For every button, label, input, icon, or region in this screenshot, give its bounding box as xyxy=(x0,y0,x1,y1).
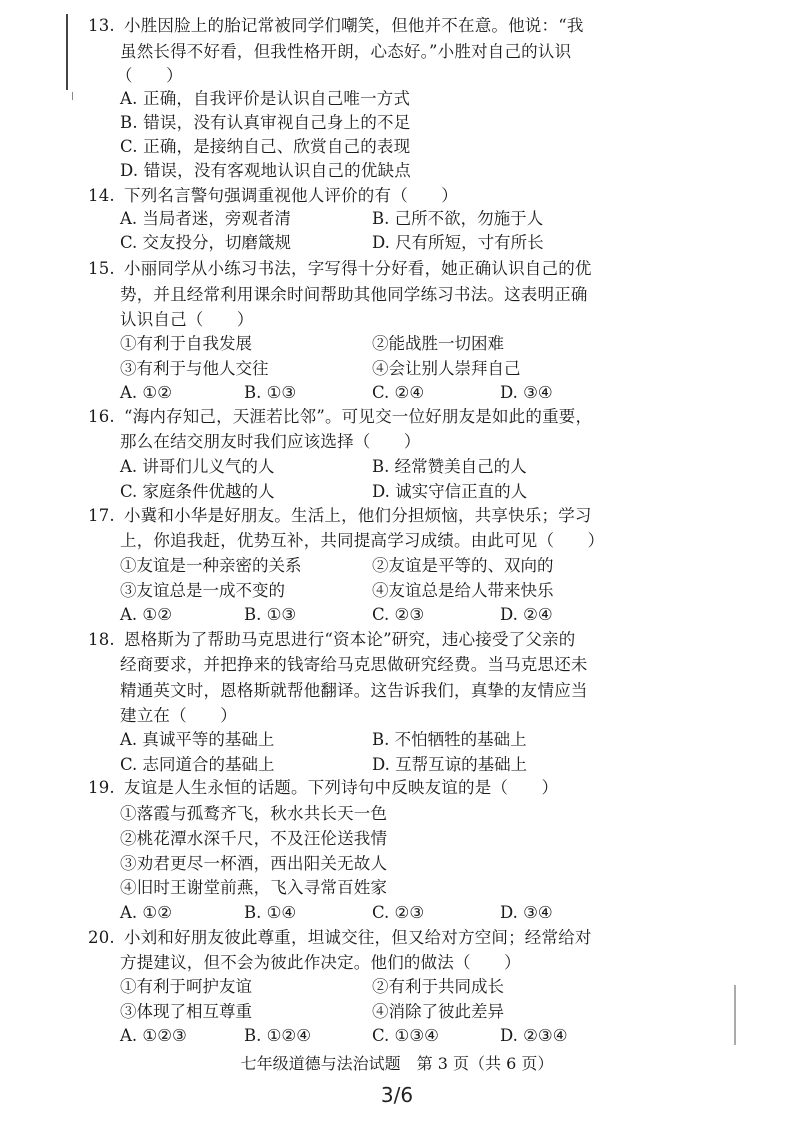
statement-4: ④消除了彼此差异 xyxy=(372,1002,504,1021)
statement-2: ②能战胜一切困难 xyxy=(372,334,504,353)
page-footer: 七年级道德与法治试题 第 3 页（共 6 页） xyxy=(240,1054,554,1073)
statement-3: ③体现了相互尊重 xyxy=(120,1002,252,1021)
statement-1: ①有利于自我发展 xyxy=(120,334,252,353)
question-text: 建立在（ ） xyxy=(120,706,237,725)
question-text: 经商要求，并把挣来的钱寄给马克思做研究经费。当马克思还未 xyxy=(120,655,588,674)
statement-1: ①友谊是一种亲密的关系 xyxy=(120,556,302,575)
option-b: B. 己所不欲，勿施于人 xyxy=(372,209,544,228)
statement-1: ①有利于呵护友谊 xyxy=(120,977,252,996)
statement-1: ①落霞与孤鹜齐飞，秋水共长天一色 xyxy=(120,804,388,823)
option-c: C. 家庭条件优越的人 xyxy=(120,482,275,501)
statement-4: ④会让别人崇拜自己 xyxy=(372,359,521,378)
option-d: D. 错误，没有客观地认识自己的优缺点 xyxy=(120,161,411,180)
option-a: A. 正确，自我评价是认识自己唯一方式 xyxy=(120,89,411,108)
question-number: 19. xyxy=(88,778,115,797)
statement-3: ③有利于与他人交往 xyxy=(120,359,269,378)
statement-2: ②有利于共同成长 xyxy=(372,977,504,996)
option-c: C. ①③④ xyxy=(372,1026,439,1045)
question-number: 14. xyxy=(88,186,115,205)
question-text: 上，你追我赶，优势互补，共同提高学习成绩。由此可见（ ） xyxy=(120,531,605,550)
page-indicator: 3/6 xyxy=(380,1083,414,1107)
statement-4: ④旧时王谢堂前燕，飞入寻常百姓家 xyxy=(120,878,388,897)
option-d: D. 诚实守信正直的人 xyxy=(372,482,528,501)
statement-4: ④友谊总是给人带来快乐 xyxy=(372,581,554,600)
question-number: 16. xyxy=(88,407,115,426)
option-b: B. ①②④ xyxy=(244,1026,311,1045)
option-d: D. ③④ xyxy=(500,903,553,922)
question-number: 13. xyxy=(88,16,115,35)
option-b: B. ①③ xyxy=(244,605,297,624)
question-text: 友谊是人生永恒的话题。下列诗句中反映友谊的是（ ） xyxy=(124,778,559,797)
option-b: B. ①④ xyxy=(244,903,297,922)
question-text: “海内存知己，天涯若比邻”。可见交一位好朋友是如此的重要， xyxy=(124,407,593,426)
statement-3: ③友谊总是一成不变的 xyxy=(120,581,285,600)
option-c: C. 志同道合的基础上 xyxy=(120,755,275,774)
question-text: 恩格斯为了帮助马克思进行“资本论”研究，违心接受了父亲的 xyxy=(124,630,576,649)
option-a: A. 当局者迷，旁观者清 xyxy=(120,209,291,228)
option-a: A. ①② xyxy=(120,383,172,402)
statement-2: ②友谊是平等的、双向的 xyxy=(372,556,554,575)
question-text: 认识自己（ ） xyxy=(120,310,254,329)
question-text: 势，并且经常利用课余时间帮助其他同学练习书法。这表明正确 xyxy=(120,285,588,304)
question-text: 小冀和小华是好朋友。生活上，他们分担烦恼，共享快乐；学习 xyxy=(124,506,592,525)
option-c: C. ②④ xyxy=(372,383,425,402)
binding-margin-line xyxy=(66,14,68,90)
answer-blank: （ ） xyxy=(116,66,183,85)
option-c: C. ②③ xyxy=(372,903,425,922)
option-a: A. ①②③ xyxy=(120,1026,187,1045)
option-d: D. 互帮互谅的基础上 xyxy=(372,755,528,774)
option-a: A. 讲哥们儿义气的人 xyxy=(120,457,275,476)
option-b: B. 不怕牺牲的基础上 xyxy=(372,730,527,749)
option-d: D. ③④ xyxy=(500,383,553,402)
statement-2: ②桃花潭水深千尺，不及汪伦送我情 xyxy=(120,829,388,848)
statement-3: ③劝君更尽一杯酒，西出阳关无故人 xyxy=(120,854,388,873)
option-b: B. 错误，没有认真审视自己身上的不足 xyxy=(120,113,411,132)
question-number: 20. xyxy=(88,928,115,947)
option-a: A. ①② xyxy=(120,903,172,922)
option-d: D. ②③④ xyxy=(500,1026,568,1045)
question-text: 方提建议，但不会为彼此作决定。他们的做法（ ） xyxy=(120,953,521,972)
question-text: 小刘和好朋友彼此尊重，坦诚交往，但又给对方空间；经常给对 xyxy=(124,928,592,947)
binding-margin-line xyxy=(72,92,73,100)
question-number: 18. xyxy=(88,630,115,649)
option-b: B. 经常赞美自己的人 xyxy=(372,457,527,476)
question-text: 精通英文时，恩格斯就帮他翻译。这告诉我们，真挚的友情应当 xyxy=(120,681,588,700)
question-text: 那么在结交朋友时我们应该选择（ ） xyxy=(120,432,421,451)
option-c: C. ②③ xyxy=(372,605,425,624)
question-text: 下列名言警句强调重视他人评价的有（ ） xyxy=(124,186,458,205)
option-d: D. ②④ xyxy=(500,605,553,624)
option-c: C. 交友投分，切磨箴规 xyxy=(120,233,292,252)
option-b: B. ①③ xyxy=(244,383,297,402)
question-number: 17. xyxy=(88,506,115,525)
question-number: 15. xyxy=(88,259,115,278)
question-text: 小丽同学从小练习书法，字写得十分好看，她正确认识自己的优 xyxy=(124,259,592,278)
option-d: D. 尺有所短，寸有所长 xyxy=(372,233,544,252)
scan-edge-mark xyxy=(734,985,736,1045)
question-text: 虽然长得不好看，但我性格开朗，心态好。”小胜对自己的认识 xyxy=(120,42,572,61)
option-c: C. 正确，是接纳自己、欣赏自己的表现 xyxy=(120,137,411,156)
option-a: A. ①② xyxy=(120,605,172,624)
question-text: 小胜因脸上的胎记常被同学们嘲笑，但他并不在意。他说：“我 xyxy=(124,16,584,35)
option-a: A. 真诚平等的基础上 xyxy=(120,730,275,749)
